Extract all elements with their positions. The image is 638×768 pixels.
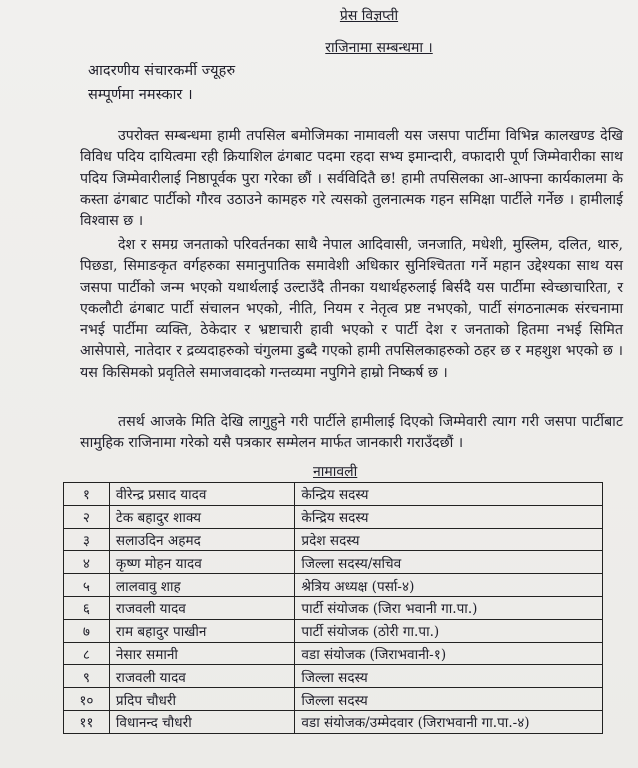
names-table <box>63 482 603 734</box>
member-post: जिल्ला सदस्य <box>295 665 603 688</box>
salutation-line-2: सम्पूर्णमा नमस्कार । <box>88 87 193 103</box>
member-name: वीरेन्द्र प्रसाद यादव <box>109 483 295 506</box>
paragraph-1: उपरोक्त सम्बन्धमा हामी तपसिल बमोजिमका नामावली यस जसपा पार्टीमा विभिन्न कालखण्ड देखि विविध पदिय दायित्वमा रही क्रियाशिल ढंगबाट पदमा रहदा सभ्य इमान्दारी, वफादारी पूर्ण जिम्मेवारीका साथ पदिय जिम्मेवारीलाई निष्ठापूर्वक पुरा गरेका छौं । सर्वविदितै छ! हामी तपसिलका आ-आफ्ना कार्यकालमा के कस्ता ढंगबाट पार्टीको गौरव उठाउने कामहरु गरे त्यसको तुलनात्मक गहन समिक्षा पार्टीले गर्नेछ । हामीलाई विश्वास छ । <box>80 128 623 230</box>
table-row <box>64 688 603 711</box>
notice-subject: राजिनामा सम्बन्धमा । <box>325 40 433 56</box>
row-number: ७ <box>64 619 110 642</box>
member-name: टेक बहादुर शाक्य <box>109 505 295 528</box>
member-post: वडा संयोजक (जिराभवानी-१) <box>295 642 603 665</box>
table-row <box>64 665 603 688</box>
row-number: ११ <box>64 710 110 733</box>
member-post: जिल्ला सदस्य <box>295 688 603 711</box>
member-post: पार्टी संयोजक (जिरा भवानी गा.पा.) <box>295 596 603 619</box>
member-post: जिल्ला सदस्य/सचिव <box>295 551 603 574</box>
row-number: १ <box>64 483 110 506</box>
member-post: प्रदेश सदस्य <box>295 528 603 551</box>
member-name: कृष्ण मोहन यादव <box>109 551 295 574</box>
table-row <box>64 505 603 528</box>
table-row <box>64 551 603 574</box>
row-number: ५ <box>64 574 110 597</box>
table-row <box>64 483 603 506</box>
row-number: २ <box>64 505 110 528</box>
member-name: राजवली यादव <box>109 665 295 688</box>
table-row <box>64 710 603 733</box>
table-row <box>64 596 603 619</box>
member-post: वडा संयोजक/उम्मेदवार (जिराभवानी गा.पा.-४) <box>295 710 603 733</box>
member-name: लालवावु शाह <box>109 574 295 597</box>
notice-title: प्रेस विज्ञप्ती <box>339 8 399 24</box>
paragraph-3: तसर्थ आजके मिति देखि लागुहुने गरी पार्टीले हामीलाई दिएको जिम्मेवारी त्याग गरी जसपा पार्टीबाट सामुहिक राजिनामा गरेको यसै पत्रकार सम्मेलन मार्फत जानकारी गराउँदछौं । <box>80 414 623 452</box>
row-number: ६ <box>64 596 110 619</box>
table-title: नामावली <box>313 464 358 480</box>
table-row <box>64 528 603 551</box>
paragraph-2: देश र समग्र जनताको परिवर्तनका साथै नेपाल आदिवासी, जनजाति, मधेशी, मुस्लिम, दलित, थारु, पिछडा, सिमाङकृत वर्गहरुका समानुपातिक समावेशी अधिकार सुनिश्चितता गर्ने महान उद्देश्यका साथ यस जसपा पार्टीको जन्म भएको यथार्थलाई उल्टाउँदै तीनका यथार्थहरुलाई बिर्सदै यस पार्टीमा स्वेच्छाचारिता, र एकलौटी ढंगबाट पार्टी संचालन भएको, नीति, नियम र नेतृत्व प्रष्ट नभएको, पार्टी संगठनात्मक संरचनामा नभई पार्टीमा व्यक्ति, ठेकेदार र भ्रष्टाचारी हावी भएको र पार्टी देश र जनताको हितमा नभई सिमित आसेपासे, नातेदार र द्रव्यदाहरुको चंगुलमा डुब्दै गएको हामी तपसिलकाहरुको ठहर छ र महशुश भएको छ । यस किसिमको प्रवृतिले समाजवादको गन्तव्यमा नपुगिने हाम्रो निष्कर्ष छ । <box>80 237 623 381</box>
member-name: राम बहादुर पाखीन <box>109 619 295 642</box>
row-number: १० <box>64 688 110 711</box>
member-post: केन्द्रिय सदस्य <box>295 483 603 506</box>
table-row <box>64 642 603 665</box>
row-number: ३ <box>64 528 110 551</box>
member-name: प्रदिप चौधरी <box>109 688 295 711</box>
row-number: ८ <box>64 642 110 665</box>
member-name: सलाउदिन अहमद <box>109 528 295 551</box>
member-post: पार्टी संयोजक (ठोरी गा.पा.) <box>295 619 603 642</box>
member-name: राजवली यादव <box>109 596 295 619</box>
table-row <box>64 619 603 642</box>
member-post: श्रेत्रिय अध्यक्ष (पर्सा-४) <box>295 574 603 597</box>
member-name: नेसार समानी <box>109 642 295 665</box>
row-number: ९ <box>64 665 110 688</box>
member-post: केन्द्रिय सदस्य <box>295 505 603 528</box>
salutation-line-1: आदरणीय संचारकर्मी ज्यूहरु <box>88 63 236 79</box>
member-name: विधानन्द चौधरी <box>109 710 295 733</box>
row-number: ४ <box>64 551 110 574</box>
table-row <box>64 574 603 597</box>
